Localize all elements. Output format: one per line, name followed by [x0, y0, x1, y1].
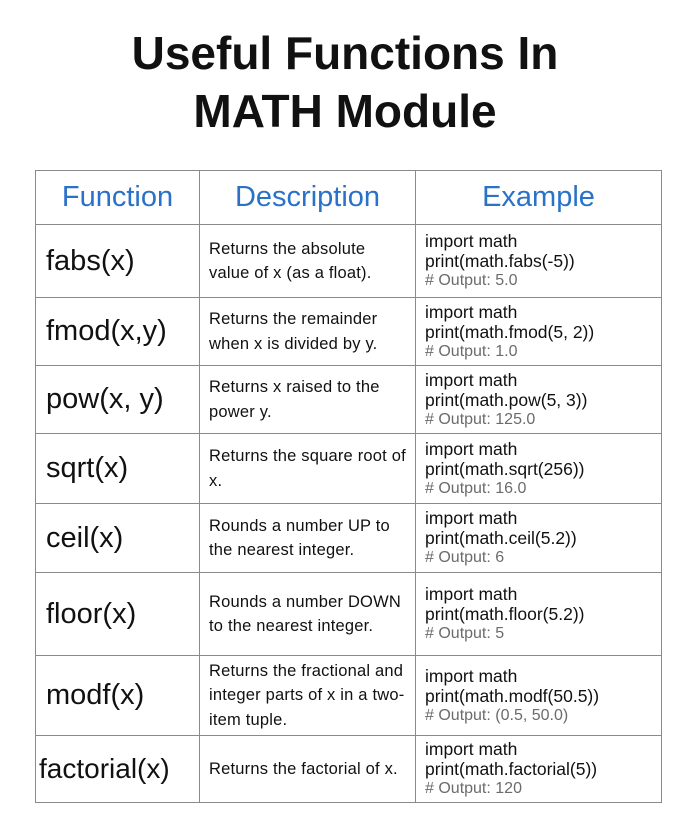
function-description: Returns the remainder when x is divided by y. — [200, 298, 416, 366]
example-output: # Output: 5.0 — [425, 272, 518, 289]
table-row — [36, 298, 662, 366]
function-name: floor(x) — [36, 573, 200, 656]
example-output: # Output: 5 — [425, 625, 505, 642]
table-row — [36, 434, 662, 504]
example-print: print(math.fabs(-5)) — [425, 251, 575, 271]
example-print: print(math.factorial(5)) — [425, 759, 598, 779]
table-row — [36, 504, 662, 573]
example-print: print(math.fmod(5, 2)) — [425, 321, 595, 342]
example-output: # Output: 16.0 — [425, 479, 527, 497]
example-import: import math — [425, 508, 518, 528]
title-line-1: Useful Functions In — [131, 27, 559, 79]
function-description: Returns the factorial of x. — [200, 736, 416, 803]
table-row — [36, 656, 662, 736]
example-code — [416, 225, 662, 298]
header-row — [36, 171, 662, 225]
example-import: import math — [425, 301, 518, 322]
function-description: Rounds a number UP to the nearest integer. — [200, 504, 416, 573]
example-print: print(math.sqrt(256)) — [425, 458, 585, 479]
example-code — [416, 573, 662, 656]
table-row — [36, 573, 662, 656]
function-name: modf(x) — [36, 656, 200, 736]
function-description: Returns the absolute value of x (as a float). — [200, 225, 416, 298]
example-import: import math — [425, 584, 518, 604]
example-print: print(math.pow(5, 3)) — [425, 389, 588, 410]
table-row — [36, 225, 662, 298]
example-output: # Output: 6 — [425, 549, 505, 566]
example-import: import math — [425, 369, 518, 390]
function-name: ceil(x) — [36, 504, 200, 573]
function-description: Rounds a number DOWN to the nearest integer. — [200, 573, 416, 656]
function-description: Returns the square root of x. — [200, 434, 416, 504]
example-import: import math — [425, 231, 518, 251]
math-functions-table — [35, 170, 662, 803]
header-function: Function — [36, 171, 200, 225]
function-description: Returns the fractional and integer parts of x in a two-item tuple. — [200, 656, 416, 736]
example-code — [416, 656, 662, 736]
function-name: factorial(x) — [36, 736, 200, 803]
example-import: import math — [425, 739, 518, 759]
function-description: Returns x raised to the power y. — [200, 366, 416, 434]
table-row — [36, 736, 662, 803]
example-print: print(math.floor(5.2)) — [425, 604, 585, 624]
example-output: # Output: (0.5, 50.0) — [425, 706, 569, 724]
function-name: pow(x, y) — [36, 366, 200, 434]
example-import: import math — [425, 438, 518, 459]
example-code — [416, 434, 662, 504]
example-output: # Output: 1.0 — [425, 342, 518, 360]
example-print: print(math.modf(50.5)) — [425, 685, 600, 706]
page-title — [0, 24, 690, 140]
example-print: print(math.ceil(5.2)) — [425, 528, 577, 548]
header-description: Description — [200, 171, 416, 225]
example-code — [416, 736, 662, 803]
example-output: # Output: 120 — [425, 780, 522, 797]
function-name: fmod(x,y) — [36, 298, 200, 366]
function-name: fabs(x) — [36, 225, 200, 298]
example-output: # Output: 125.0 — [425, 410, 536, 428]
example-import: import math — [425, 665, 518, 686]
example-code — [416, 298, 662, 366]
example-code — [416, 504, 662, 573]
function-name: sqrt(x) — [36, 434, 200, 504]
table-row — [36, 366, 662, 434]
header-example: Example — [416, 171, 662, 225]
title-line-2: MATH Module — [193, 85, 497, 137]
example-code — [416, 366, 662, 434]
